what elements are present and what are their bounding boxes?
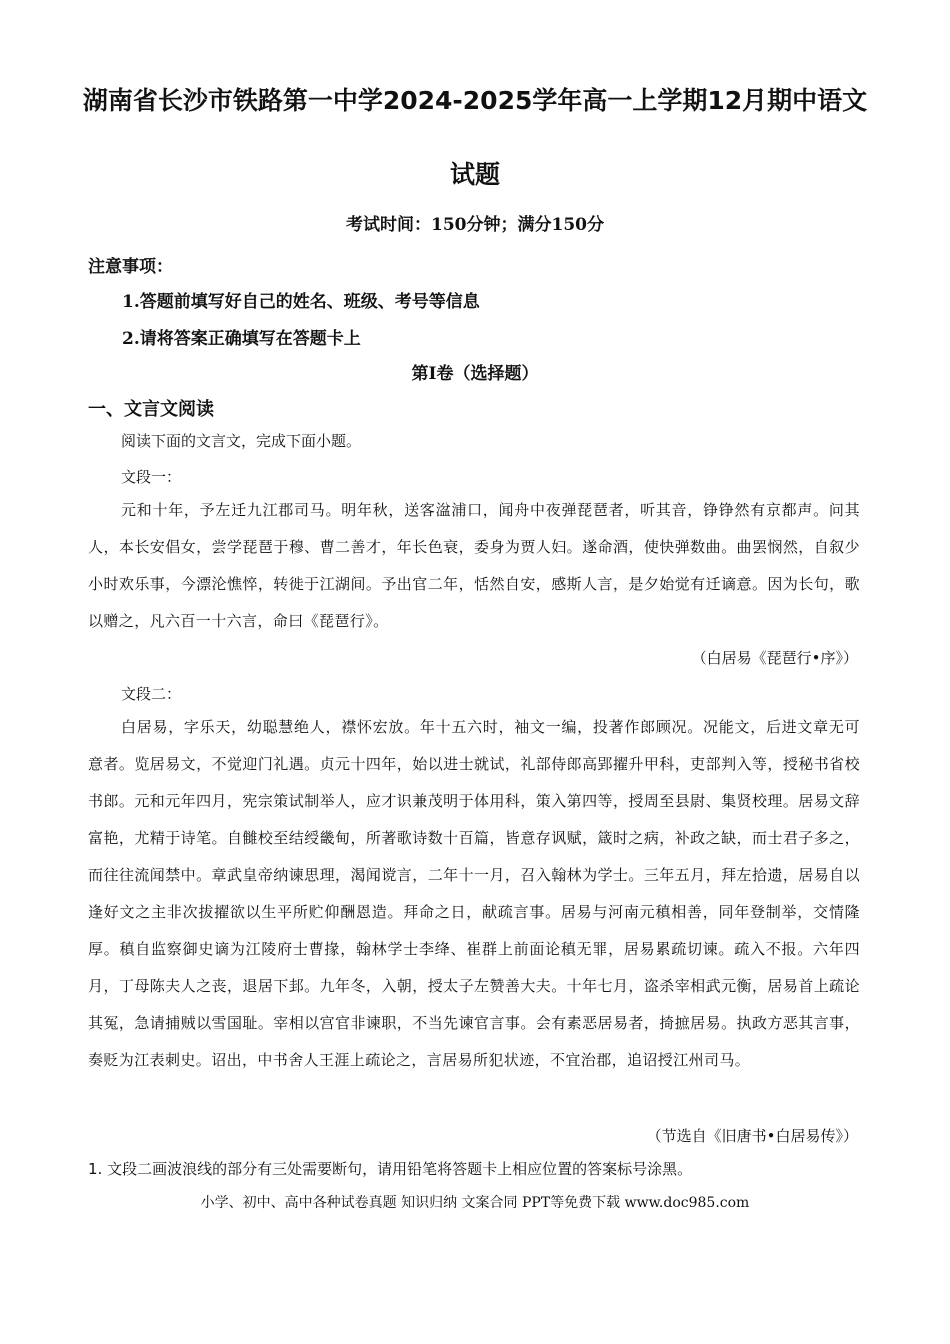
section-heading: 一、文言文阅读 xyxy=(88,399,214,420)
segment-2-passage: 白居易，字乐天，幼聪慧绝人，襟怀宏放。年十五六时，袖文一编，投著作郎顾况。况能文，后进文章无可意者。览居易文，不觉迎门礼遇。贞元十四年，始以进士就试，礼部侍郎高郢擢升甲科，吏部判入等，授秘书省校书郎。元和元年四月，宪宗策试制举人，应才识兼茂明于体用科，策入第四等，授周至县尉、集贤校理。居易文辞富艳，尤精于诗笔。自雠校至结绶畿甸，所著歌诗数十百篇，皆意存讽赋，箴时之病，补政之缺，而士君子多之，而往往流闻禁中。章武皇帝纳谏思理，渴闻谠言，二年十一月，召入翰林为学士。三年五月，拜左拾遗，居易自以逢好文之主非次拔擢欲以生平所贮仰酬恩造。拜命之日，献疏言事。居易与河南元稹相善，同年登制举，交情隆厚。稹自监察御史谪为江陵府士曹掾，翰林学士李绛、崔群上前面论稹无罪，居易累疏切谏。疏入不报。六年四月，丁母陈夫人之丧，退居下邽。九年冬，入朝，授太子左赞善大夫。十年七月，盗杀宰相武元衡，居易首上疏论其冤，急请捕贼以雪国耻。宰相以宫官非谏职，不当先谏官言事。会有素恶居易者，掎摭居易。执政方恶其言事，奏贬为江表刺史。诏出，中书舍人王涯上疏论之，言居易所犯状迹，不宜治郡，追诏授江州司马。 xyxy=(88,718,860,1069)
notice-item-1: 1.答题前填写好自己的姓名、班级、考号等信息 xyxy=(122,292,480,312)
segment-1-source: （白居易《琵琶行•序》） xyxy=(691,649,858,667)
page-title-line2: 试题 xyxy=(449,160,500,189)
segment-1-passage: 元和十年，予左迁九江郡司马。明年秋，送客湓浦口，闻舟中夜弹琵琶者，听其音，铮铮然有京都声。问其人，本长安倡女，尝学琵琶于穆、曹二善才，年长色衰，委身为贾人妇。遂命酒，使快弹数曲。曲罢悯然，自叙少小时欢乐事，今漂沦憔悴，转徙于江湖间。予出官二年，恬然自安，感斯人言，是夕始觉有迁谪意。因为长句，歌以赠之，凡六百一十六言，命曰《琵琶行》。 xyxy=(88,501,860,630)
notice-item-2: 2.请将答案正确填写在答题卡上 xyxy=(122,329,361,349)
question-1: 1. 文段二画波浪线的部分有三处需要断句，请用铅笔将答题卡上相应位置的答案标号涂黑。 xyxy=(88,1160,693,1178)
notice-heading: 注意事项： xyxy=(88,257,173,277)
segment-2-label: 文段二： xyxy=(121,685,182,703)
segment-2-source: （节选自《旧唐书•白居易传》） xyxy=(646,1127,858,1145)
page-footer: 小学、初中、高中各种试卷真题 知识归纳 文案合同 PPT等免费下载 www.doc985.com xyxy=(200,1195,750,1211)
segment-1-label: 文段一： xyxy=(121,468,182,486)
volume-title: 第Ⅰ卷（选择题） xyxy=(411,364,539,384)
reading-instruction: 阅读下面的文言文，完成下面小题。 xyxy=(121,432,362,450)
page-title-line1: 湖南省长沙市铁路第一中学2024-2025学年高一上学期12月期中语文 xyxy=(82,86,868,115)
exam-time-info: 考试时间：150分钟；满分150分 xyxy=(346,215,604,235)
